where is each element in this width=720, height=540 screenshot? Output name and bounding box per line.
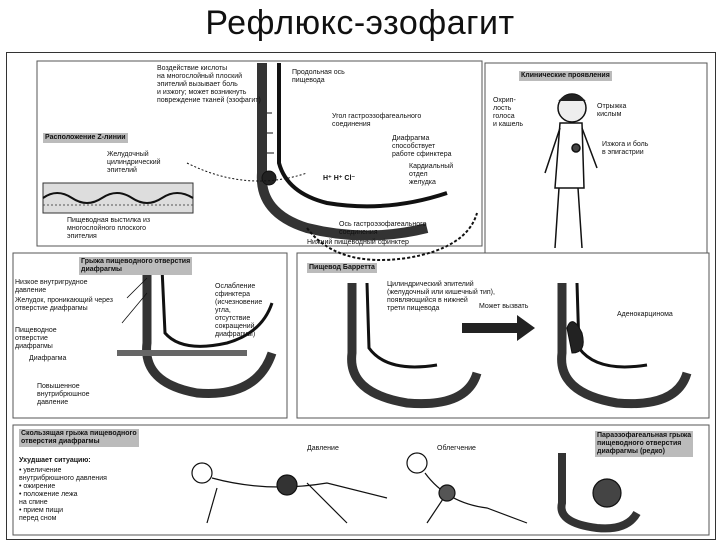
weak-sphincter-label: Ослабление сфинктера (исчезновение угла, отсутствие сокращений диафрагмы) [215, 283, 263, 338]
heartburn-label: Изжога и боль в эпигастрии [602, 141, 649, 156]
his-angle-label: Угол гастроэзофагеального соединения [332, 113, 422, 128]
stomach-penetrates-label: Желудок, проникающий через отверстие диафрагмы [15, 297, 113, 312]
belching-label: Отрыжка кислым [597, 103, 627, 118]
paraesophageal-header: Параэзофагеальная грыжа пищеводного отверстия диафрагмы (редко) [597, 432, 692, 455]
hernia-header: Грыжа пищеводного отверстия диафрагмы [81, 258, 191, 273]
diagram-sheet [6, 52, 716, 540]
worsens-label: Ухудшает ситуацию: [19, 457, 91, 464]
longitudinal-axis-label: Продольная ось пищевода [292, 69, 345, 84]
ions-label: H⁺ H⁺ Cl⁻ [323, 175, 356, 182]
diaphragm-sphincter-label: Диафрагма способствует работе сфинктера [392, 135, 452, 158]
adenocarcinoma-label: Аденокарцинома [617, 311, 673, 318]
sliding-hernia-header: Скользящая грыжа пищеводного отверстия диафрагмы [21, 430, 137, 445]
child-figure [545, 94, 597, 248]
columnar-epithelium-label: Цилиндрический эпителий (желудочный или кишечный тип), появляющийся в нижней трети пищевода [387, 281, 495, 312]
esophageal-hiatus-label: Пищеводное отверстие диафрагмы [15, 327, 57, 350]
acid-effect-label: Воздействие кислоты на многослойный плоский эпителий вызывает боль и изжогу; может возникнуть повреждение тканей (эзофагит) [157, 65, 261, 104]
panel-clinical [485, 63, 707, 253]
low-pressure-label: Низкое внутригрудное давление [15, 279, 88, 294]
relief-label: Облегчение [437, 445, 476, 452]
panel-barrett [297, 253, 709, 418]
diaphragm-label: Диафрагма [29, 355, 67, 362]
ge-axis-label: Ось гастроэзофагеального соединения [339, 221, 427, 236]
slide-title: Рефлюкс-эзофагит [205, 4, 515, 42]
clinical-header: Клинические проявления [521, 72, 610, 79]
cardiac-part-label: Кардиальный отдел желудка [409, 163, 454, 186]
high-pressure-label: Повышенное внутрибрюшное давление [37, 383, 90, 406]
lower-sphincter-label: Нижний пищеводный сфинктер [307, 239, 409, 246]
pressure-label: Давление [307, 445, 339, 452]
barrett-header: Пищевод Барретта [309, 264, 375, 271]
esophageal-lining-label: Пищеводная выстилка из многослойного плоского эпителия [67, 217, 151, 240]
epithelium-strip [43, 183, 193, 213]
gastric-columnar-label: Желудочный цилиндрический эпителий [107, 151, 161, 174]
can-cause-label: Может вызвать [479, 303, 529, 310]
zline-header: Расположение Z-линии [45, 134, 126, 141]
hoarseness-label: Охрип- лость голоса и кашель [493, 97, 523, 128]
lying-figures [192, 453, 637, 528]
worsening-factors-list: • увеличение внутрибрюшного давления • ожирение • положение лежа на спине • прием пищи перед сном [19, 467, 107, 522]
